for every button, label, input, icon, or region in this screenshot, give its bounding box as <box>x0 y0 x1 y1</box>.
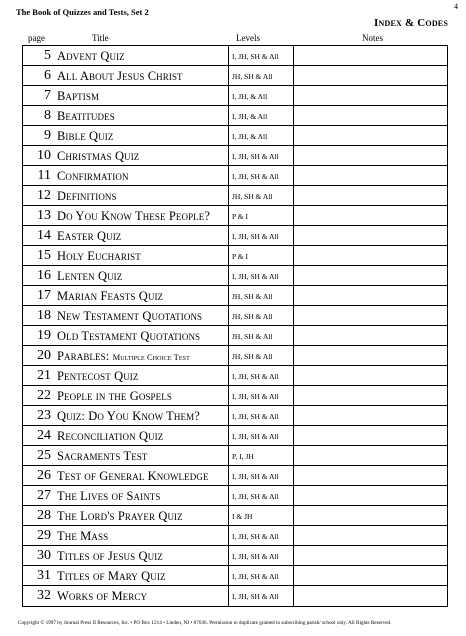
page-number-cell: 26 <box>37 468 51 483</box>
levels-cell: I & JH <box>232 512 253 521</box>
table-row <box>23 66 447 86</box>
title-text: Baptism <box>57 89 100 103</box>
levels-cell: P & I <box>232 252 248 261</box>
title-cell <box>57 447 229 465</box>
table-row <box>23 386 447 406</box>
title-text: Bible Quiz <box>57 129 114 143</box>
table-row <box>23 186 447 206</box>
page-number-cell: 19 <box>37 328 51 343</box>
title-cell <box>57 547 229 565</box>
page-number-cell: 21 <box>37 368 51 383</box>
page-number-cell: 27 <box>37 488 51 503</box>
levels-cell: I, JH, SH & All <box>232 152 279 161</box>
table-row <box>23 126 447 146</box>
levels-cell: I, JH, SH & All <box>232 572 279 581</box>
title-text: Christmas Quiz <box>57 149 140 163</box>
page-number-cell: 9 <box>44 128 51 143</box>
table-row <box>23 506 447 526</box>
title-cell <box>57 127 229 145</box>
title-text: Test of General Knowledge <box>57 469 209 483</box>
table-row <box>23 526 447 546</box>
levels-cell: I, JH, & All <box>232 112 268 121</box>
title-text: Do You Know These People? <box>57 209 211 223</box>
title-cell <box>57 367 229 385</box>
page-number-cell: 7 <box>44 88 51 103</box>
title-text: Titles of Mary Quiz <box>57 569 166 583</box>
levels-cell: I, JH, SH & All <box>232 432 279 441</box>
title-text: Titles of Jesus Quiz <box>57 549 163 563</box>
levels-cell: I, JH, SH & All <box>232 272 279 281</box>
levels-cell: I, JH, SH & All <box>232 532 279 541</box>
table-row <box>23 146 447 166</box>
title-cell <box>57 247 229 265</box>
table-row <box>23 86 447 106</box>
table-row <box>23 326 447 346</box>
title-cell <box>57 467 229 485</box>
levels-cell: I, JH, SH & All <box>232 52 279 61</box>
table-row <box>23 166 447 186</box>
page-number-cell: 15 <box>37 248 51 263</box>
levels-cell: JH, SH & All <box>232 192 273 201</box>
section-title: Index & Codes <box>374 17 448 29</box>
title-cell <box>57 427 229 445</box>
levels-cell: I, JH, SH & All <box>232 472 279 481</box>
table-row <box>23 246 447 266</box>
levels-cell: I, JH, SH & All <box>232 372 279 381</box>
page-number-cell: 11 <box>37 168 51 183</box>
page-number-cell: 31 <box>37 568 51 583</box>
table-row <box>23 206 447 226</box>
table-row <box>23 46 447 66</box>
title-cell <box>57 487 229 505</box>
levels-cell: I, JH, & All <box>232 132 268 141</box>
title-cell <box>57 67 229 85</box>
table-row <box>23 346 447 366</box>
page-number-cell: 17 <box>37 288 51 303</box>
title-cell <box>57 567 229 585</box>
page-number-cell: 10 <box>37 148 51 163</box>
title-text: Holy Eucharist <box>57 249 141 263</box>
title-cell <box>57 187 229 205</box>
page-number-cell: 13 <box>37 208 51 223</box>
levels-cell: JH, SH & All <box>232 292 273 301</box>
title-text: Lenten Quiz <box>57 269 123 283</box>
title-cell <box>57 87 229 105</box>
title-text: Confirmation <box>57 169 129 183</box>
title-text: Parables: <box>57 349 110 363</box>
page-number-cell: 28 <box>37 508 51 523</box>
page-number-cell: 12 <box>37 188 51 203</box>
page-number-cell: 14 <box>37 228 51 243</box>
title-cell <box>57 327 229 345</box>
levels-cell: I, JH, SH & All <box>232 592 279 601</box>
table-row <box>23 586 447 606</box>
title-text: Reconciliation Quiz <box>57 429 164 443</box>
levels-cell: I, JH, SH & All <box>232 552 279 561</box>
column-header-notes: Notes <box>362 33 383 43</box>
title-text: Advent Quiz <box>57 49 125 63</box>
table-row <box>23 366 447 386</box>
table-row <box>23 406 447 426</box>
page-number-cell: 20 <box>37 348 51 363</box>
column-header-page: page <box>28 33 45 43</box>
levels-cell: I, JH, SH & All <box>232 412 279 421</box>
page-number: 4 <box>454 2 458 11</box>
column-header-title: Title <box>92 33 109 43</box>
levels-cell: JH, SH & All <box>232 312 273 321</box>
levels-cell: JH, SH & All <box>232 332 273 341</box>
table-row <box>23 266 447 286</box>
levels-cell: I, JH, & All <box>232 92 268 101</box>
page-number-cell: 24 <box>37 428 51 443</box>
page-number-cell: 5 <box>44 48 51 63</box>
page-number-cell: 23 <box>37 408 51 423</box>
table-row <box>23 226 447 246</box>
page-number-cell: 29 <box>37 528 51 543</box>
table-row <box>23 566 447 586</box>
book-title: The Book of Quizzes and Tests, Set 2 <box>16 7 149 17</box>
levels-cell: I, JH, SH & All <box>232 392 279 401</box>
page-number-cell: 32 <box>37 588 51 603</box>
title-cell <box>57 47 229 65</box>
title-cell <box>57 167 229 185</box>
levels-cell: I, JH, SH & All <box>232 172 279 181</box>
title-cell <box>57 147 229 165</box>
title-cell <box>57 587 229 605</box>
title-text: Pentecost Quiz <box>57 369 139 383</box>
levels-cell: I, JH, SH & All <box>232 232 279 241</box>
title-cell <box>57 307 229 325</box>
title-cell <box>57 407 229 425</box>
title-text: People in the Gospels <box>57 389 172 403</box>
table-row <box>23 466 447 486</box>
title-subtext: Multiple Choice Test <box>112 352 190 362</box>
title-cell <box>57 287 229 305</box>
table-row <box>23 286 447 306</box>
title-cell <box>57 227 229 245</box>
levels-cell: JH, SH & All <box>232 352 273 361</box>
table-row <box>23 446 447 466</box>
title-cell <box>57 267 229 285</box>
title-cell <box>57 347 229 366</box>
column-header-levels: Levels <box>236 33 260 43</box>
title-cell <box>57 527 229 545</box>
page-number-cell: 25 <box>37 448 51 463</box>
copyright-footer: Copyright © 1997 by Journal Press II Resources, Inc. • PO Box 1214 • Linden, NJ • 07036. Permission to duplicate granted to subscribing parish/ school only. All Rights Reserved. <box>18 620 392 626</box>
title-text: All About Jesus Christ <box>57 69 183 83</box>
title-text: Easter Quiz <box>57 229 122 243</box>
levels-cell: JH, SH & All <box>232 72 273 81</box>
page-number-cell: 8 <box>44 108 51 123</box>
page-number-cell: 6 <box>44 68 51 83</box>
table-row <box>23 426 447 446</box>
title-text: The Mass <box>57 529 109 543</box>
title-text: Works of Mercy <box>57 589 148 603</box>
title-text: Marian Feasts Quiz <box>57 289 164 303</box>
title-text: Quiz: Do You Know Them? <box>57 409 200 423</box>
title-text: Definitions <box>57 189 117 203</box>
levels-cell: P & I <box>232 212 248 221</box>
table-row <box>23 106 447 126</box>
title-text: Beatitudes <box>57 109 115 123</box>
title-text: Old Testament Quotations <box>57 329 201 343</box>
table-row <box>23 546 447 566</box>
title-cell <box>57 107 229 125</box>
title-text: The Lives of Saints <box>57 489 161 503</box>
page-number-cell: 16 <box>37 268 51 283</box>
title-text: The Lord's Prayer Quiz <box>57 509 183 523</box>
index-table <box>22 45 448 607</box>
title-text: Sacraments Test <box>57 449 148 463</box>
table-row <box>23 306 447 326</box>
table-row <box>23 486 447 506</box>
page-number-cell: 18 <box>37 308 51 323</box>
page-number-cell: 30 <box>37 548 51 563</box>
levels-cell: I, JH, SH & All <box>232 492 279 501</box>
title-cell <box>57 507 229 525</box>
levels-cell: P, I, JH <box>232 452 254 461</box>
title-cell <box>57 387 229 405</box>
page-number-cell: 22 <box>37 388 51 403</box>
title-cell <box>57 207 229 225</box>
title-text: New Testament Quotations <box>57 309 203 323</box>
